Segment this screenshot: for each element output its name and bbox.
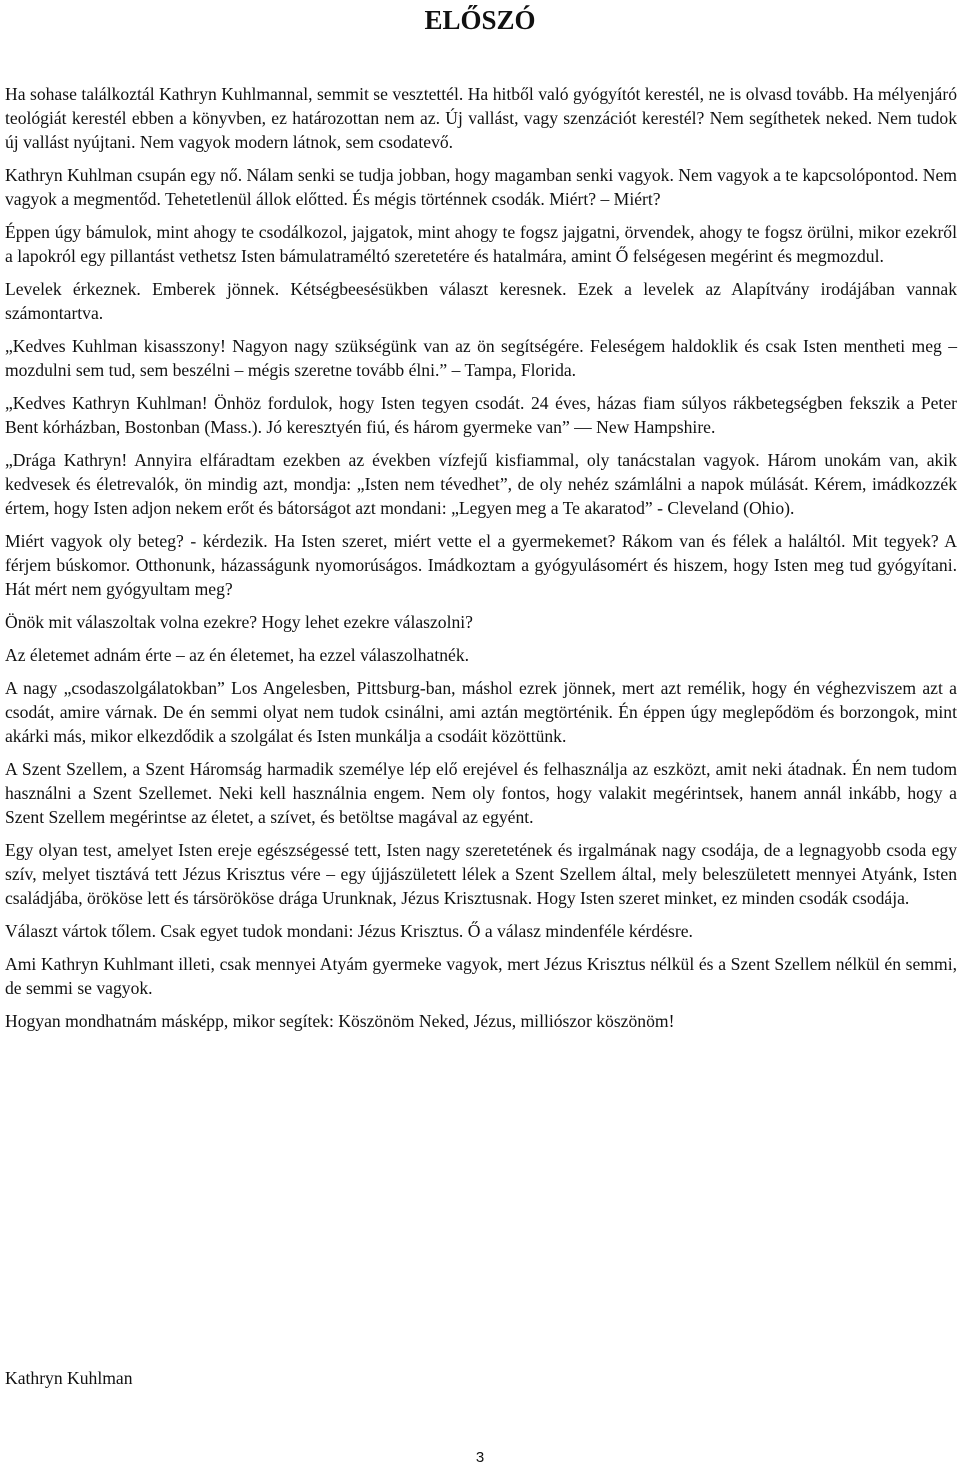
preface-body	[5, 82, 957, 1042]
page-number: 3	[475, 1449, 485, 1466]
paragraph: Hogyan mondhatnám másképp, mikor segítek: Köszönöm Neked, Jézus, milliószor köszönöm!	[5, 1011, 675, 1031]
paragraph: A nagy „csodaszolgálatokban” Los Angelesben, Pittsburg-ban, máshol ezrek jönnek, mert azt remélik, hogy én véghezviszem azt a csodát, amire várnak. De én semmi olyat nem tudok csinálni, ami aztán megtörténik. Én éppen úgy meglepődöm és borzongok, mint akárki más, mikor elkezdődik a szolgálat és Isten munkálja a csodáit közöttünk.	[5, 678, 957, 746]
paragraph: Egy olyan test, amelyet Isten ereje egészségessé tett, Isten nagy szeretetének és irgalmának nagy csodája, de a legnagyobb csoda egy szív, melyet tisztává tett Jézus Krisztus vére – egy újjászületett lélek a Szent Szellem által, mely beleszületett mennyei Atyánk, Isten családjába, örököse lett és társörököse drága Urunknak, Jézus Krisztusnak. Hogy Isten szeret minket, ez minden csodák csodája.	[5, 840, 957, 908]
paragraph: Éppen úgy bámulok, mint ahogy te csodálkozol, jajgatok, mint ahogy te fogsz jajgatni, örvendek, ahogy te fogsz örülni, mikor ezekről a lapokról egy pillantást vethetsz Isten bámulatraméltó szeretetére és hatalmára, amint Ő felségesen megérint és megmozdul.	[5, 222, 957, 266]
paragraph: Kathryn Kuhlman csupán egy nő. Nálam senki se tudja jobban, hogy magamban senki vagyok. Nem vagyok a te kapcsolópontod. Nem vagyok a megmentőd. Tehetetlenül állok előtted. És mégis történnek csodák. Miért? – Miért?	[5, 165, 957, 209]
paragraph: Miért vagyok oly beteg? - kérdezik. Ha Isten szeret, miért vette el a gyermekemet? Rákom van és félek a haláltól. Mit tegyek? A férjem búskomor. Otthonunk, házasságunk nyomorúságos. Imádkoztam a gyógyulásomért és hiszem, hogy Isten meg tud gyógyítani. Hát mért nem gyógyultam meg?	[5, 531, 957, 599]
paragraph: Levelek érkeznek. Emberek jönnek. Kétségbeesésükben választ keresnek. Ezek a levelek az Alapítvány irodájában vannak számontartva.	[5, 279, 957, 323]
paragraph: Ha sohase találkoztál Kathryn Kuhlmannal, semmit se vesztettél. Ha hitből való gyógyítót kerestél, ne is olvasd tovább. Ha mélyenjáró teológiát kerestél ebben a könyvben, ez határozottan nem az. Új vallást, vagy szenzációt kerestél? Nem segíthetek neked. Nem tudok új vallást nyújtani. Nem vagyok modern látnok, sem csodatevő.	[5, 84, 957, 152]
paragraph: Az életemet adnám érte – az én életemet, ha ezzel válaszolhatnék.	[5, 645, 470, 665]
paragraph: Önök mit válaszoltak volna ezekre? Hogy lehet ezekre válaszolni?	[5, 612, 473, 632]
letter-quote: „Drága Kathryn! Annyira elfáradtam ezekben az években vízfejű kisfiammal, oly tanácstalan vagyok. Három unokám van, akik kedvesek és életrevalók, ön mindig azt, mondja: „Isten nem tévedhet”, de oly nehéz számlálni a napok múlását. Kérem, imádkozzék értem, hogy Isten adjon nekem erőt és bátorságot azt mondani: „Legyen meg a Te akaratod” - Cleveland (Ohio).	[5, 450, 957, 518]
author-signature: Kathryn Kuhlman	[5, 1368, 133, 1388]
paragraph: Ami Kathryn Kuhlmant illeti, csak mennyei Atyám gyermeke vagyok, mert Jézus Krisztus nélkül és a Szent Szellem nélkül én semmi, de semmi se vagyok.	[5, 954, 957, 998]
paragraph: A Szent Szellem, a Szent Háromság harmadik személye lép elő erejével és felhasználja az eszközt, amit neki átadnak. Én nem tudom használni a Szent Szellemet. Neki kell használnia engem. Nem oly fontos, hogy valakit megérintsek, hanem annál inkább, hogy a Szent Szellem megérintse az életet, a szívet, és betöltse magával az egyént.	[5, 759, 957, 827]
paragraph: Választ vártok tőlem. Csak egyet tudok mondani: Jézus Krisztus. Ő a válasz mindenféle kérdésre.	[5, 921, 693, 941]
letter-quote: „Kedves Kathryn Kuhlman! Önhöz fordulok, hogy Isten tegyen csodát. 24 éves, házas fiam súlyos rákbetegségben fekszik a Peter Bent kórházban, Bostonban (Mass.). Jó keresztyén fiú, és három gyermeke van” — New Hampshire.	[5, 393, 957, 437]
letter-quote: „Kedves Kuhlman kisasszony! Nagyon nagy szükségünk van az ön segítségére. Feleségem haldoklik és csak Isten mentheti meg – mozdulni sem tud, sem beszélni – mégis szeretne tovább élni.” – Tampa, Florida.	[5, 336, 957, 380]
page-title: ELŐSZÓ	[424, 5, 536, 35]
